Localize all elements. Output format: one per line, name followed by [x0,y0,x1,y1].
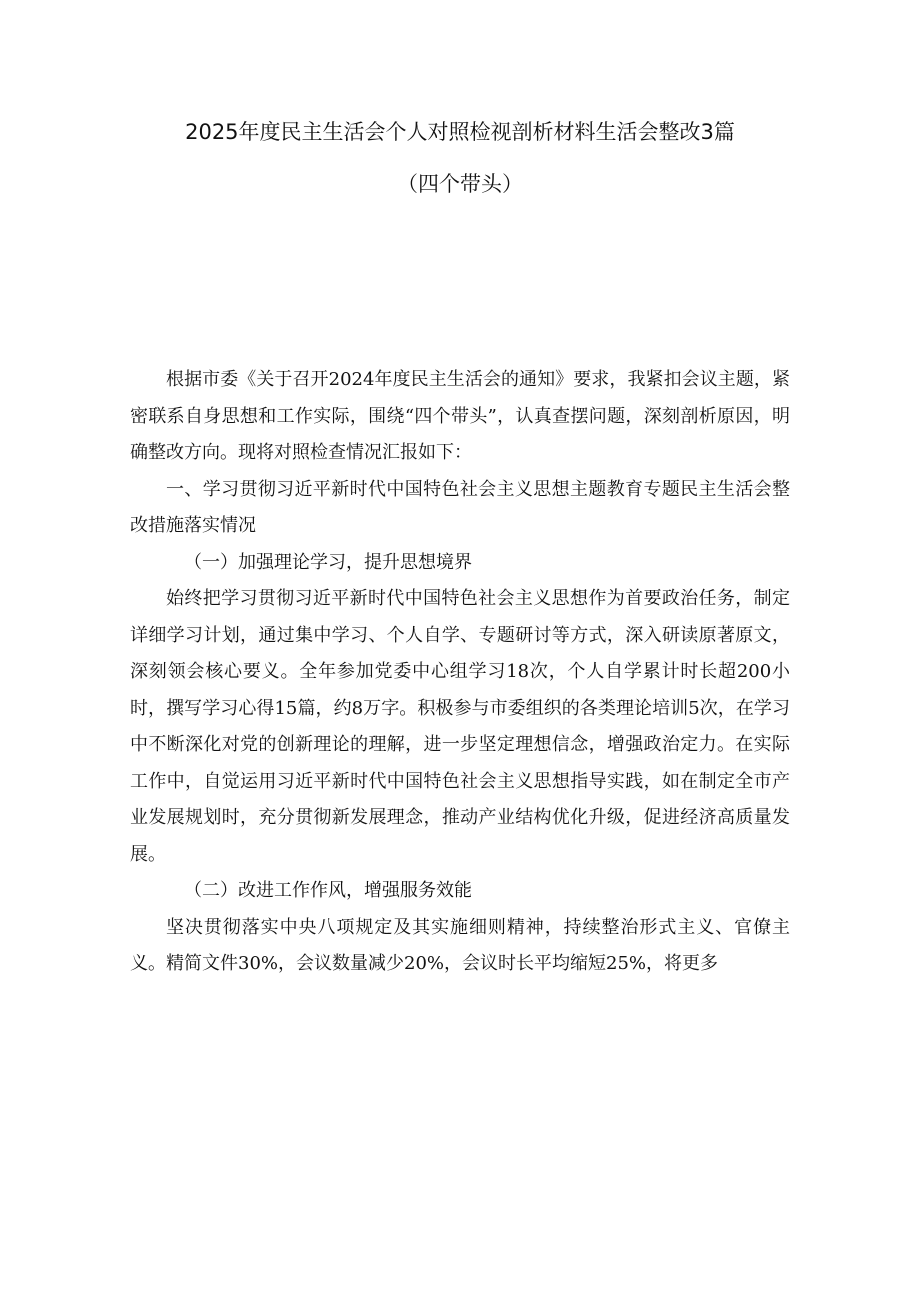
document-title [0,118,920,198]
subsection-heading-2: （二）改进工作作风，增强服务效能 [184,880,472,901]
title-line-main: 2025年度民主生活会个人对照检视剖析材料生活会整改3篇 [185,120,735,144]
title-line-subtitle: （四个带头） [397,172,523,196]
section-heading-1: 一、学习贯彻习近平新时代中国特色社会主义思想主题教育专题民主生活会整改措施落实情况 [130,478,790,536]
document-body [130,362,790,983]
body-paragraph-2: 坚决贯彻落实中央八项规定及其实施细则精神，持续整治形式主义、官僚主义。精简文件30%，会议数量减少20%，会议时长平均缩短25%，将更多 [130,916,790,974]
intro-paragraph: 根据市委《关于召开2024年度民主生活会的通知》要求，我紧扣会议主题，紧密联系自身思想和工作实际，围绕“四个带头”，认真查摆问题，深刻剖析原因，明确整改方向。现将对照检查情况汇报如下： [130,369,790,463]
body-paragraph-1: 始终把学习贯彻习近平新时代中国特色社会主义思想作为首要政治任务，制定详细学习计划，通过集中学习、个人自学、专题研讨等方式，深入研读原著原文，深刻领会核心要义。全年参加党委中心组学习18次，个人自学累计时长超200小时，撰写学习心得15篇，约8万字。积极参与市委组织的各类理论培训5次，在学习中不断深化对党的创新理论的理解，进一步坚定理想信念，增强政治定力。在实际工作中，自觉运用习近平新时代中国特色社会主义思想指导实践，如在制定全市产业发展规划时，充分贯彻新发展理念，推动产业结构优化升级，促进经济高质量发展。 [130,588,790,865]
subsection-heading-1: （一）加强理论学习，提升思想境界 [184,551,472,573]
